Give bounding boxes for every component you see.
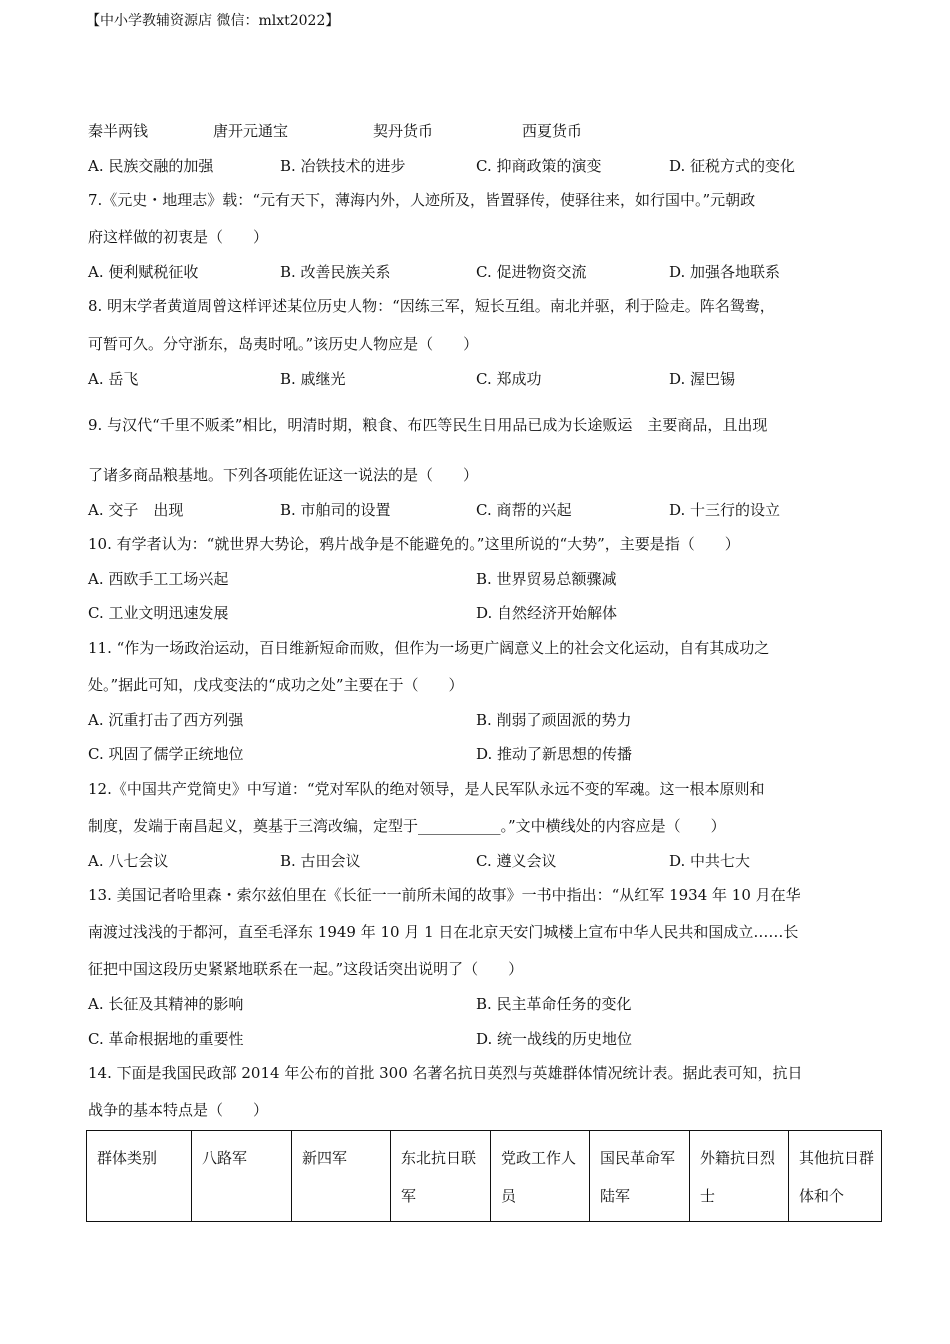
q9-option-c[interactable]: C. 商帮的兴起 bbox=[476, 501, 572, 519]
table-cell: 八路军 bbox=[192, 1131, 292, 1222]
q9-option-d[interactable]: D. 十三行的设立 bbox=[669, 501, 781, 519]
q8-option-a[interactable]: A. 岳飞 bbox=[88, 370, 139, 388]
q9-option-b[interactable]: B. 市舶司的设置 bbox=[280, 501, 391, 519]
q7-text-line: 7.《元史・地理志》载：“元有天下，薄海内外，人迹所及，皆置驿传，使驿往来，如行国中。”元朝政 bbox=[88, 191, 756, 209]
q12-text-line: 制度，发端于南昌起义，奠基于三湾改编，定型于___________。”文中横线处的内容应是（ ） bbox=[88, 817, 726, 835]
q13-text-line: 13. 美国记者哈里森・索尔兹伯里在《长征一一前所未闻的故事》一书中指出：“从红军 1934 年 10 月在华 bbox=[88, 886, 801, 904]
q13-text-line: 征把中国这段历史紧紧地联系在一起。”这段话突出说明了（ ） bbox=[88, 960, 524, 978]
q8-text-line: 可暂可久。分守浙东，岛夷时吼。”该历史人物应是（ ） bbox=[88, 335, 479, 353]
q11-text-line: 11. “作为一场政治运动，百日维新短命而败，但作为一场更广阔意义上的社会文化运动，自有其成功之 bbox=[88, 639, 770, 657]
coin-caption: 秦半两钱 bbox=[88, 122, 149, 140]
q9-text-line: 了诸多商品粮基地。下列各项能佐证这一说法的是（ ） bbox=[88, 466, 479, 484]
q13-option-b[interactable]: B. 民主革命任务的变化 bbox=[476, 995, 632, 1013]
q12-option-c[interactable]: C. 遵义会议 bbox=[476, 852, 557, 870]
table-cell: 其他抗日群体和个 bbox=[789, 1131, 882, 1222]
coin-caption: 唐开元通宝 bbox=[213, 122, 289, 140]
q11-text-line: 处。”据此可知，戊戌变法的“成功之处”主要在于（ ） bbox=[88, 676, 464, 694]
q10-option-c[interactable]: C. 工业文明迅速发展 bbox=[88, 604, 229, 622]
table-cell: 外籍抗日烈士 bbox=[690, 1131, 789, 1222]
coin-caption: 契丹货币 bbox=[373, 122, 434, 140]
q12-text-line: 12.《中国共产党简史》中写道：“党对军队的绝对领导，是人民军队永远不变的军魂。这一根本原则和 bbox=[88, 780, 765, 798]
table-cell: 党政工作人员 bbox=[491, 1131, 590, 1222]
q12-option-a[interactable]: A. 八七会议 bbox=[88, 852, 169, 870]
table-cell: 群体类别 bbox=[87, 1131, 192, 1222]
table-cell: 国民革命军陆军 bbox=[590, 1131, 690, 1222]
q7-text-line: 府这样做的初衷是（ ） bbox=[88, 228, 269, 246]
q14-text-line: 战争的基本特点是（ ） bbox=[88, 1101, 269, 1119]
q7-option-d[interactable]: D. 加强各地联系 bbox=[669, 263, 781, 281]
hero-statistics-table bbox=[86, 1130, 882, 1222]
q6-option-b[interactable]: B. 冶铁技术的进步 bbox=[280, 157, 406, 175]
q11-option-c[interactable]: C. 巩固了儒学正统地位 bbox=[88, 745, 244, 763]
q13-option-a[interactable]: A. 长征及其精神的影响 bbox=[88, 995, 244, 1013]
coin-caption: 西夏货币 bbox=[522, 122, 583, 140]
q10-option-d[interactable]: D. 自然经济开始解体 bbox=[476, 604, 618, 622]
q13-text-line: 南渡过浅浅的于都河，直至毛泽东 1949 年 10 月 1 日在北京天安门城楼上宣布中华人民共和国成立……长 bbox=[88, 923, 799, 941]
q8-option-d[interactable]: D. 渥巴锡 bbox=[669, 370, 736, 388]
table-header-row bbox=[87, 1131, 882, 1222]
q7-option-c[interactable]: C. 促进物资交流 bbox=[476, 263, 587, 281]
watermark-header: 【中小学教辅资源店 微信：mlxt2022】 bbox=[86, 13, 340, 29]
q8-option-b[interactable]: B. 戚继光 bbox=[280, 370, 346, 388]
q6-option-a[interactable]: A. 民族交融的加强 bbox=[88, 157, 214, 175]
q10-option-b[interactable]: B. 世界贸易总额骤减 bbox=[476, 570, 617, 588]
q14-text-line: 14. 下面是我国民政部 2014 年公布的首批 300 名著名抗日英烈与英雄群体情况统计表。据此表可知，抗日 bbox=[88, 1064, 803, 1082]
q13-option-c[interactable]: C. 革命根据地的重要性 bbox=[88, 1030, 244, 1048]
q12-option-b[interactable]: B. 古田会议 bbox=[280, 852, 361, 870]
q11-option-b[interactable]: B. 削弱了顽固派的势力 bbox=[476, 711, 632, 729]
q7-option-a[interactable]: A. 便利赋税征收 bbox=[88, 263, 199, 281]
q11-option-a[interactable]: A. 沉重打击了西方列强 bbox=[88, 711, 244, 729]
q6-option-c[interactable]: C. 抑商政策的演变 bbox=[476, 157, 602, 175]
q9-option-a[interactable]: A. 交子 出现 bbox=[88, 501, 184, 519]
table-cell: 新四军 bbox=[292, 1131, 391, 1222]
q12-option-d[interactable]: D. 中共七大 bbox=[669, 852, 751, 870]
q8-text-line: 8. 明末学者黄道周曾这样评述某位历史人物：“因练三军，短长互组。南北并驱，利于险走。阵名鸳鸯， bbox=[88, 297, 775, 315]
q9-text-line: 9. 与汉代“千里不贩柔”相比，明清时期，粮食、布匹等民生日用品已成为长途贩运 主要商品，且出现 bbox=[88, 416, 768, 434]
q11-option-d[interactable]: D. 推动了新思想的传播 bbox=[476, 745, 633, 763]
q8-option-c[interactable]: C. 郑成功 bbox=[476, 370, 542, 388]
q13-option-d[interactable]: D. 统一战线的历史地位 bbox=[476, 1030, 633, 1048]
q6-option-d[interactable]: D. 征税方式的变化 bbox=[669, 157, 796, 175]
q10-text-line: 10. 有学者认为：“就世界大势论，鸦片战争是不能避免的。”这里所说的“大势”，主要是指（ ） bbox=[88, 535, 740, 553]
table-cell: 东北抗日联军 bbox=[391, 1131, 491, 1222]
q10-option-a[interactable]: A. 西欧手工工场兴起 bbox=[88, 570, 229, 588]
q7-option-b[interactable]: B. 改善民族关系 bbox=[280, 263, 391, 281]
